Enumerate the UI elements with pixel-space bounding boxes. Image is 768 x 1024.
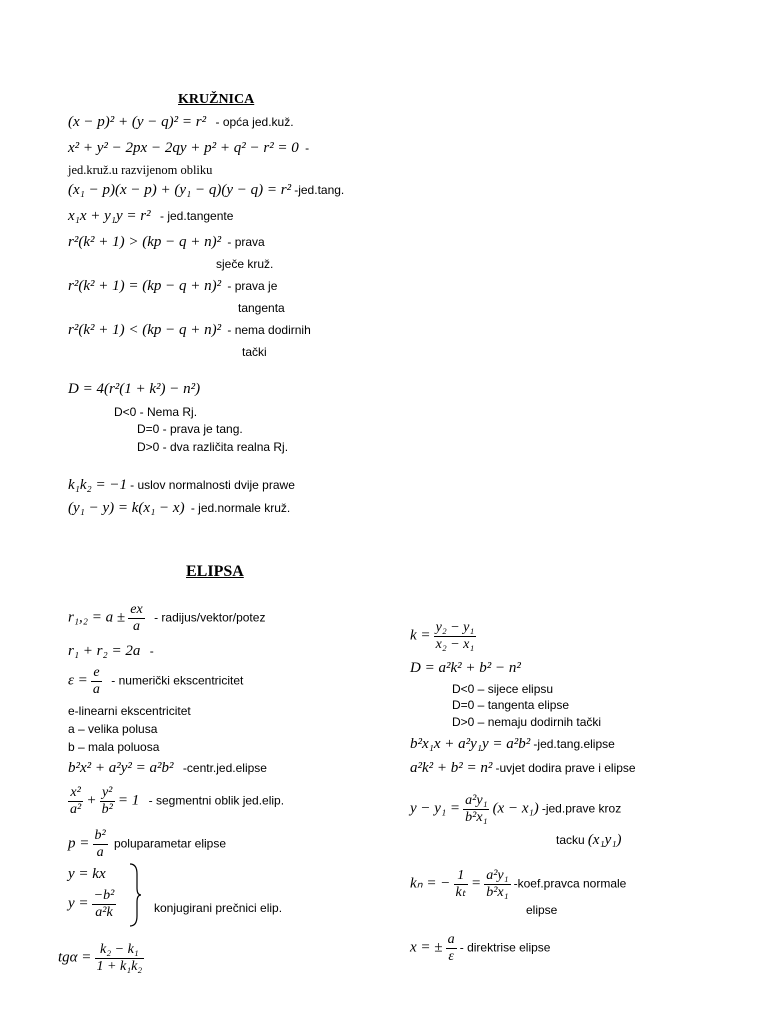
- fraction: $\frac{\text{b²}}{a}$: [94, 828, 106, 860]
- text-line: [556, 832, 622, 848]
- formula: p =: [68, 835, 90, 852]
- formula-caption: tangenta: [238, 301, 285, 315]
- text-line: [137, 439, 288, 455]
- formula-line: [68, 602, 265, 635]
- discriminant-case: D>0 - dva različita realna Rj.: [137, 440, 289, 454]
- formula-caption: -: [305, 141, 310, 155]
- discriminant-case: D<0 – sijece elipsu: [452, 682, 554, 696]
- formula-line: [68, 888, 116, 921]
- text-line: [68, 721, 157, 737]
- formula: D = a²k² + b² − n²: [410, 660, 521, 676]
- formula-caption: sječe kruž.: [216, 257, 274, 271]
- formula-line: [68, 828, 226, 861]
- formula-caption: -jed.prave kroz: [541, 801, 622, 816]
- formula-caption: tački: [242, 345, 267, 359]
- formula-caption: -jed.tang.: [294, 183, 345, 197]
- fraction: $\frac{\text{a²y₁}}{\text{b²x₁}}$: [465, 793, 488, 825]
- fraction: $\frac{a}{\varepsilon}$: [447, 932, 455, 964]
- formula-caption: elipse: [526, 903, 558, 917]
- fraction: $\frac{e}{a}$: [92, 665, 100, 697]
- fraction: $\frac{ex}{a}$: [130, 602, 143, 634]
- formula: r₁,₂ = a ±: [68, 609, 126, 626]
- formula-line: [68, 208, 233, 224]
- formula-caption: - radijus/vektor/potez: [154, 610, 266, 625]
- text-line: [114, 404, 197, 420]
- fraction: $\frac{\text{k₂ − k₁}}{\text{1 + k₁k₂}}$: [96, 942, 143, 974]
- formula-line: [68, 643, 154, 659]
- formula-line: [68, 477, 295, 493]
- formula: y =: [68, 895, 89, 912]
- formula: y − y₁ =: [410, 800, 461, 817]
- formula-line: [68, 500, 290, 516]
- formula-caption: poluparametar elipse: [113, 836, 227, 851]
- formula-caption: tacku: [556, 833, 585, 847]
- formula-line: [68, 866, 106, 882]
- formula: a²k² + b² = n²: [410, 760, 493, 776]
- formula: r²(k² + 1) = (kp − q + n)²: [68, 278, 222, 294]
- formula-line: [68, 114, 294, 130]
- formula: (x − p)² + (y − q)² = r²: [68, 114, 207, 130]
- text-line: [526, 902, 557, 918]
- formula: x = ±: [410, 939, 443, 956]
- formula-caption: konjugirani prečnici elip.: [154, 901, 283, 915]
- discriminant-case: D>0 – nemaju dodirnih tački: [452, 715, 602, 729]
- formula: tgα =: [58, 949, 92, 966]
- formula-caption: - opća jed.kuž.: [215, 115, 294, 129]
- formula: r²(k² + 1) > (kp − q + n)²: [68, 234, 222, 250]
- formula: r²(k² + 1) < (kp − q + n)²: [68, 322, 222, 338]
- formula-line: [58, 942, 144, 975]
- formula-line: [68, 278, 277, 294]
- section-title-elipsa: ELIPSA: [186, 563, 244, 580]
- fraction: $\frac{\text{−b²}}{\text{a²k}}$: [93, 888, 115, 920]
- formula-caption: - prava: [227, 235, 265, 249]
- text-line: [68, 703, 191, 719]
- formula: k =: [410, 627, 431, 644]
- discriminant-case: D=0 – tangenta elipse: [452, 698, 570, 712]
- discriminant-case: D<0 - Nema Rj.: [114, 405, 198, 419]
- formula-caption: -centr.jed.elipse: [182, 761, 267, 775]
- fraction: $\frac{\text{y₂ − y₁}}{\text{x₂ − x₁}}$: [435, 620, 475, 652]
- formula: (y₁ − y) = k(x₁ − x): [68, 500, 185, 516]
- definition-text: e-linearni ekscentricitet: [68, 704, 191, 718]
- definition-text: a – velika polusa: [68, 722, 158, 736]
- text-line: [68, 739, 159, 755]
- formula-caption: jed.kruž.u razvijenom obliku: [68, 163, 213, 177]
- curly-brace-icon: [128, 862, 142, 928]
- formula-caption: - jed.normale kruž.: [190, 501, 291, 515]
- section-title-kruznica: KRUŽNICA: [178, 92, 255, 107]
- formula: (x − x₁): [492, 800, 539, 817]
- formula-line: [410, 793, 621, 826]
- fraction: $\frac{\text{y²}}{\text{b²}}$: [101, 785, 113, 817]
- text-line: [137, 421, 243, 437]
- text-line: [242, 344, 267, 360]
- formula-line: [68, 381, 200, 397]
- formula-caption: - jed.tangente: [160, 209, 234, 223]
- formula-line: [68, 665, 243, 698]
- text-line: [154, 900, 282, 916]
- formula-caption: -: [149, 644, 154, 658]
- formula-line: [68, 140, 309, 156]
- formula: ε =: [68, 672, 88, 689]
- formula-line: [68, 760, 267, 776]
- formula-caption: - segmentni oblik jed.elip.: [148, 793, 285, 808]
- formula-line: $\frac{\text{x²}}{\text{a²}}$ + $\frac{\text{y²}}{\text{b²}}$ = 1 - segmentni oblik jed.elip.: [70, 785, 285, 817]
- formula-line: [410, 868, 626, 901]
- formula-caption: - nema dodirnih: [227, 323, 311, 337]
- formula-line: [68, 182, 344, 198]
- formula: (x₁y₁): [587, 832, 622, 848]
- formula: =: [470, 875, 482, 892]
- text-line: [238, 300, 285, 316]
- formula: b²x² + a²y² = a²b²: [68, 760, 174, 776]
- definition-text: b – mala poluosa: [68, 740, 160, 754]
- fraction: $\frac{\text{a²y₁}}{\text{b²x₁}}$: [486, 868, 509, 900]
- formula-caption: - prava je: [227, 279, 278, 293]
- discriminant-case: D=0 - prava je tang.: [137, 422, 243, 436]
- formula-caption: - uslov normalnosti dvije prawe: [130, 478, 295, 492]
- formula-line: [410, 620, 476, 653]
- formula-caption: -uvjet dodira prave i elipse: [495, 761, 636, 775]
- formula-line: [68, 322, 311, 338]
- text-line: [452, 697, 569, 713]
- text-line: [452, 681, 553, 697]
- text-line: [216, 256, 273, 272]
- formula-caption: - direktrise elipse: [459, 940, 551, 955]
- formula-caption: -koef.pravca normale: [513, 876, 627, 891]
- formula-line: [410, 660, 521, 676]
- fraction: $\frac{1}{\text{kₜ}}$: [455, 868, 466, 900]
- formula: x₁x + y₁y = r²: [68, 208, 151, 224]
- formula: k₁k₂ = −1: [68, 477, 127, 493]
- formula-line: [410, 736, 615, 752]
- formula: r₁ + r₂ = 2a: [68, 643, 141, 659]
- formula-line: [68, 234, 265, 250]
- formula: y = kx: [68, 866, 106, 882]
- formula: = 1: [117, 792, 140, 809]
- formula-caption: - numerički ekscentricitet: [111, 673, 244, 688]
- formula-caption: -jed.tang.elipse: [533, 737, 615, 751]
- formula: (x₁ − p)(x − p) + (y₁ − q)(y − q) = r²: [68, 182, 292, 198]
- formula: D = 4(r²(1 + k²) − n²): [68, 381, 201, 397]
- formula: x² + y² − 2px − 2qy + p² + q² − r² = 0: [68, 140, 299, 156]
- text-line: [68, 162, 212, 178]
- fraction: $\frac{\text{x²}}{\text{a²}}$: [70, 785, 82, 817]
- formula: b²x₁x + a²y₁y = a²b²: [410, 736, 531, 752]
- text-line: [452, 714, 601, 730]
- formula-line: [410, 932, 550, 965]
- formula: kₙ = −: [410, 875, 451, 892]
- formula-line: [410, 760, 636, 776]
